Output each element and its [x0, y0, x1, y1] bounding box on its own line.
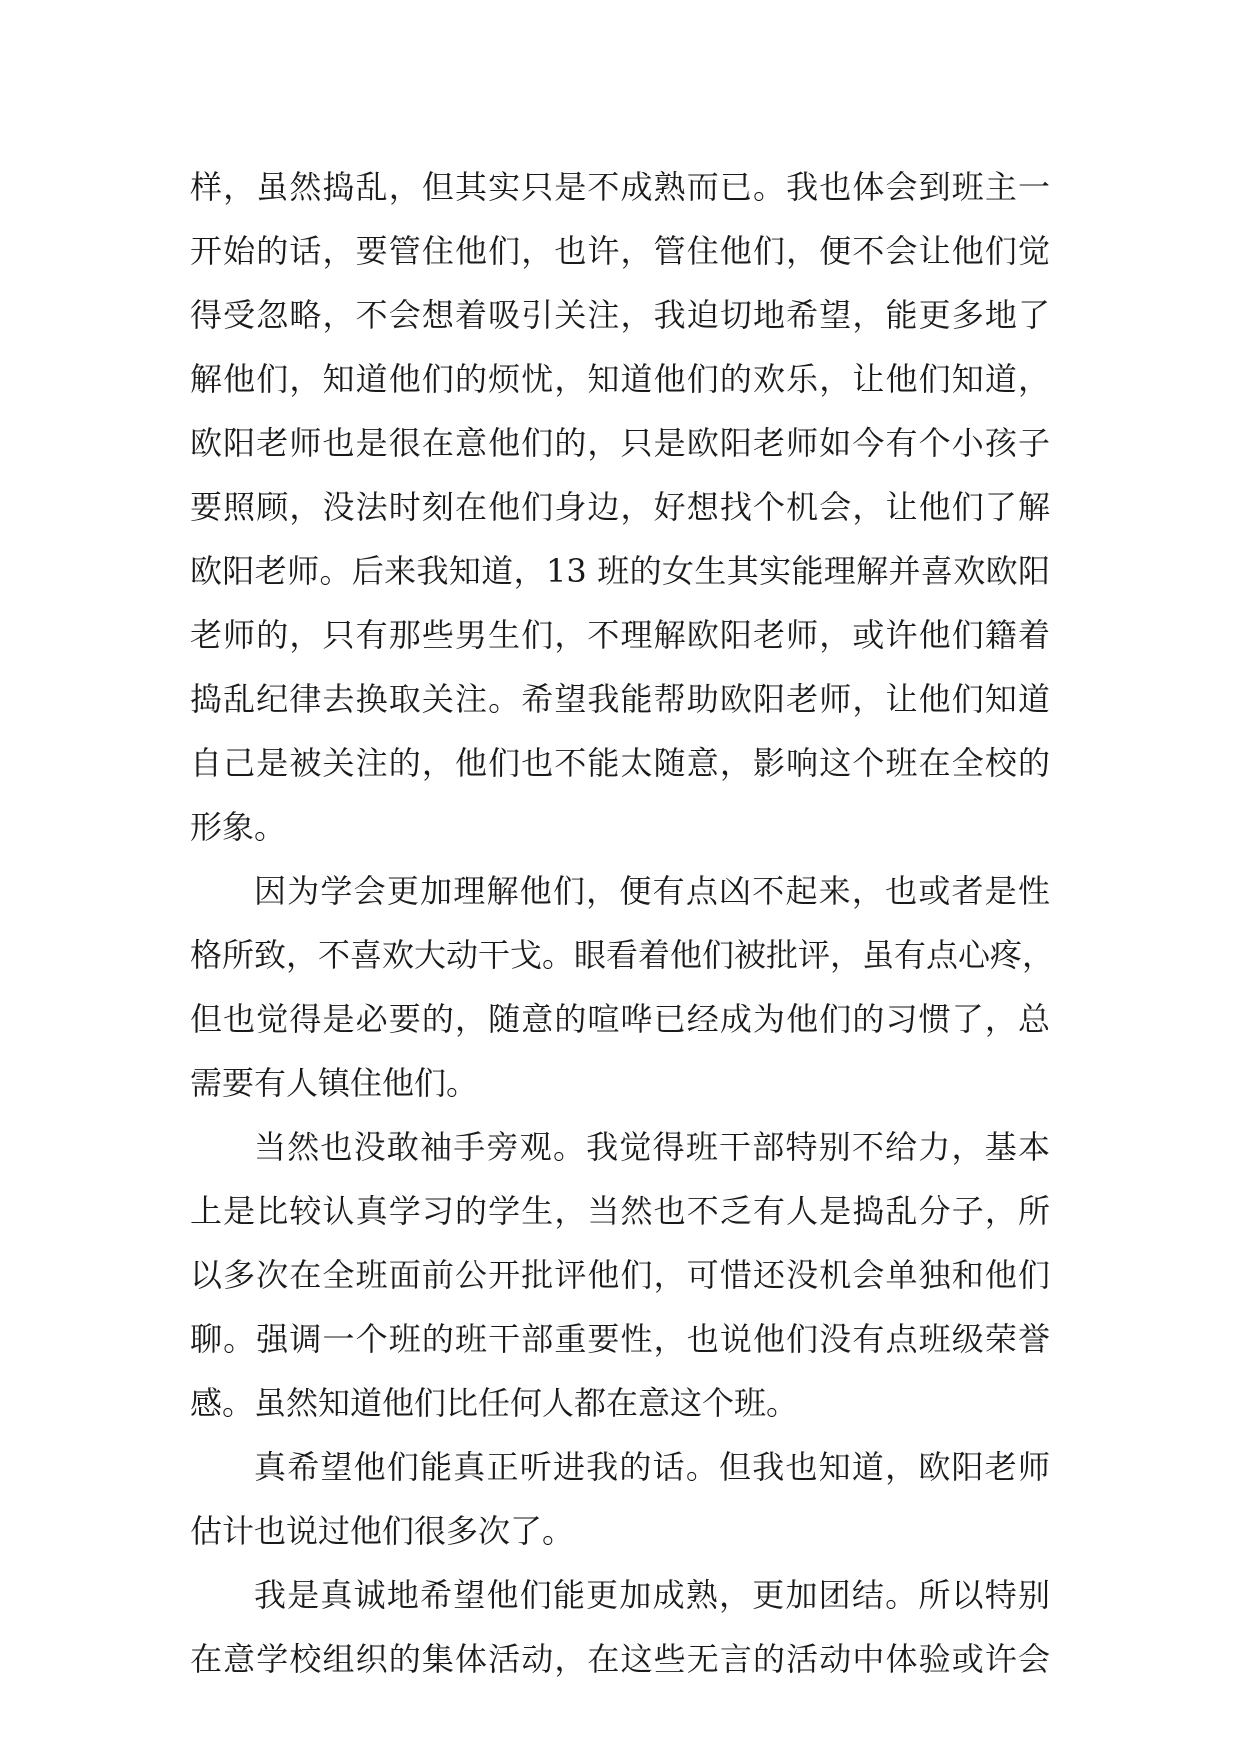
- paragraph-start-line: 真希望他们能真正听进我的话。但我也知道，欧阳老师: [254, 1448, 1050, 1486]
- paragraph-start-line: 因为学会更加理解他们，便有点凶不起来，也或者是性: [254, 872, 1050, 910]
- text-line: 开始的话，要管住他们，也许，管住他们，便不会让他们觉: [190, 232, 1050, 270]
- text-line: 要照顾，没法时刻在他们身边，好想找个机会，让他们了解: [190, 488, 1050, 526]
- text-line: 样，虽然捣乱，但其实只是不成熟而已。我也体会到班主一: [190, 168, 1050, 206]
- text-line: 形象。: [190, 808, 287, 846]
- text-line: 但也觉得是必要的，随意的喧哗已经成为他们的习惯了，总: [190, 1000, 1050, 1038]
- text-line: 解他们，知道他们的烦忧，知道他们的欢乐，让他们知道，: [190, 360, 1050, 398]
- text-line: 捣乱纪律去换取关注。希望我能帮助欧阳老师，让他们知道: [190, 680, 1050, 718]
- text-line: 上是比较认真学习的学生，当然也不乏有人是捣乱分子，所: [190, 1192, 1050, 1230]
- text-line: 欧阳老师。后来我知道，13 班的女生其实能理解并喜欢欧阳: [190, 552, 1050, 590]
- text-line: 欧阳老师也是很在意他们的，只是欧阳老师如今有个小孩子: [190, 424, 1050, 462]
- text-line: 自己是被关注的，他们也不能太随意，影响这个班在全校的: [190, 744, 1050, 782]
- text-line: 以多次在全班面前公开批评他们，可惜还没机会单独和他们: [190, 1256, 1050, 1294]
- paragraph-start-line: 我是真诚地希望他们能更加成熟，更加团结。所以特别: [254, 1576, 1050, 1614]
- text-line: 在意学校组织的集体活动，在这些无言的活动中体验或许会: [190, 1640, 1050, 1678]
- text-line: 估计也说过他们很多次了。: [190, 1512, 575, 1550]
- text-line: 格所致，不喜欢大动干戈。眼看着他们被批评，虽有点心疼，: [190, 936, 1055, 974]
- document-page: [190, 155, 1055, 1691]
- paragraph-start-line: 当然也没敢袖手旁观。我觉得班干部特别不给力，基本: [254, 1128, 1050, 1166]
- text-line: 需要有人镇住他们。: [190, 1064, 479, 1102]
- text-line: 老师的，只有那些男生们，不理解欧阳老师，或许他们籍着: [190, 616, 1050, 654]
- text-line: 聊。强调一个班的班干部重要性，也说他们没有点班级荣誉: [190, 1320, 1050, 1358]
- text-line: 得受忽略，不会想着吸引关注，我迫切地希望，能更多地了: [190, 296, 1050, 334]
- text-line: 感。虽然知道他们比任何人都在意这个班。: [190, 1384, 799, 1422]
